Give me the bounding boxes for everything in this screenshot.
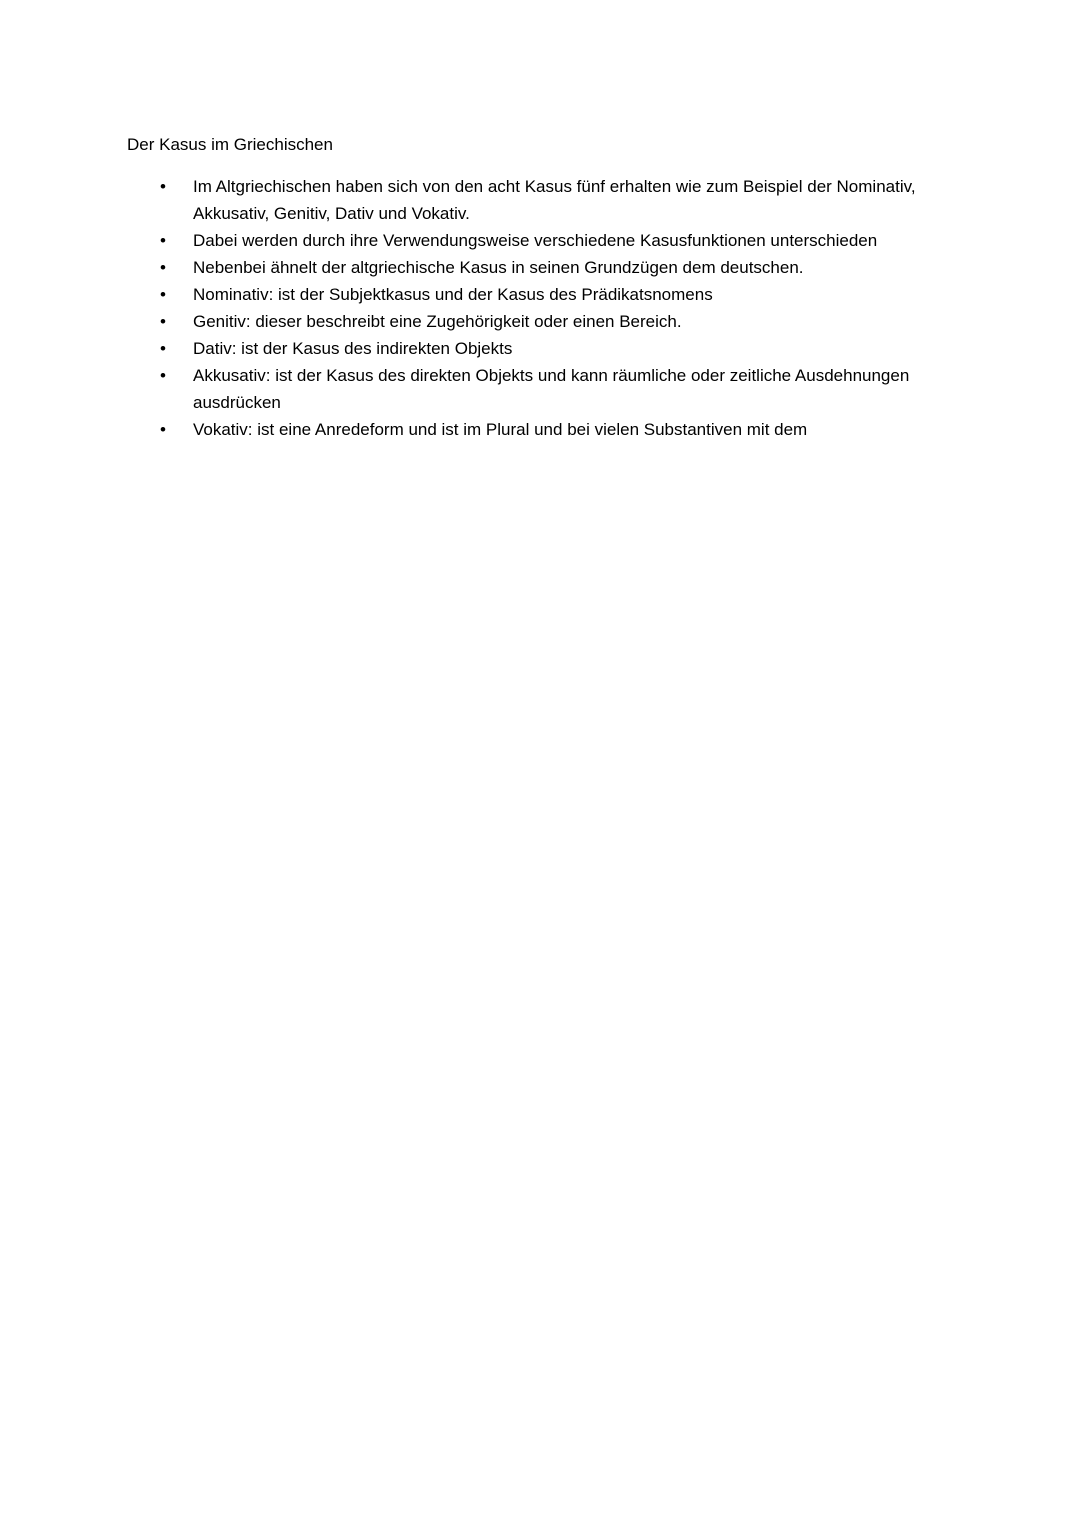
list-item bbox=[127, 281, 935, 308]
bullet-list bbox=[127, 173, 935, 443]
list-item bbox=[127, 254, 935, 281]
list-item bbox=[127, 416, 935, 443]
bullet-marker-icon bbox=[127, 227, 193, 254]
list-item bbox=[127, 227, 935, 254]
list-item bbox=[127, 173, 935, 227]
bullet-marker-icon bbox=[127, 362, 193, 389]
bullet-marker-icon bbox=[127, 308, 193, 335]
list-item bbox=[127, 362, 935, 416]
list-item-text: Im Altgriechischen haben sich von den acht Kasus fünf erhalten wie zum Beispiel der Nominativ, Akkusativ, Genitiv, Dativ und Vokativ. bbox=[193, 177, 916, 223]
list-item-text: Nebenbei ähnelt der altgriechische Kasus in seinen Grundzügen dem deutschen. bbox=[193, 258, 804, 277]
list-item-text: Nominativ: ist der Subjektkasus und der Kasus des Prädikatsnomens bbox=[193, 285, 713, 304]
list-item bbox=[127, 308, 935, 335]
document-content bbox=[0, 0, 1080, 443]
bullet-marker-icon bbox=[127, 254, 193, 281]
list-item-text: Dativ: ist der Kasus des indirekten Objekts bbox=[193, 339, 513, 358]
bullet-marker-icon bbox=[127, 416, 193, 443]
list-item-text: Genitiv: dieser beschreibt eine Zugehörigkeit oder einen Bereich. bbox=[193, 312, 682, 331]
bullet-marker-icon bbox=[127, 281, 193, 308]
list-item-text: Vokativ: ist eine Anredeform und ist im Plural und bei vielen Substantiven mit dem bbox=[193, 420, 808, 439]
bullet-marker-icon bbox=[127, 173, 193, 200]
bullet-marker-icon bbox=[127, 335, 193, 362]
list-item-text: Dabei werden durch ihre Verwendungsweise verschiedene Kasusfunktionen unterschieden bbox=[193, 231, 878, 250]
document-title: Der Kasus im Griechischen bbox=[127, 135, 333, 154]
list-item bbox=[127, 335, 935, 362]
list-item-text: Akkusativ: ist der Kasus des direkten Objekts und kann räumliche oder zeitliche Ausdehnungen ausdrücken bbox=[193, 366, 910, 412]
